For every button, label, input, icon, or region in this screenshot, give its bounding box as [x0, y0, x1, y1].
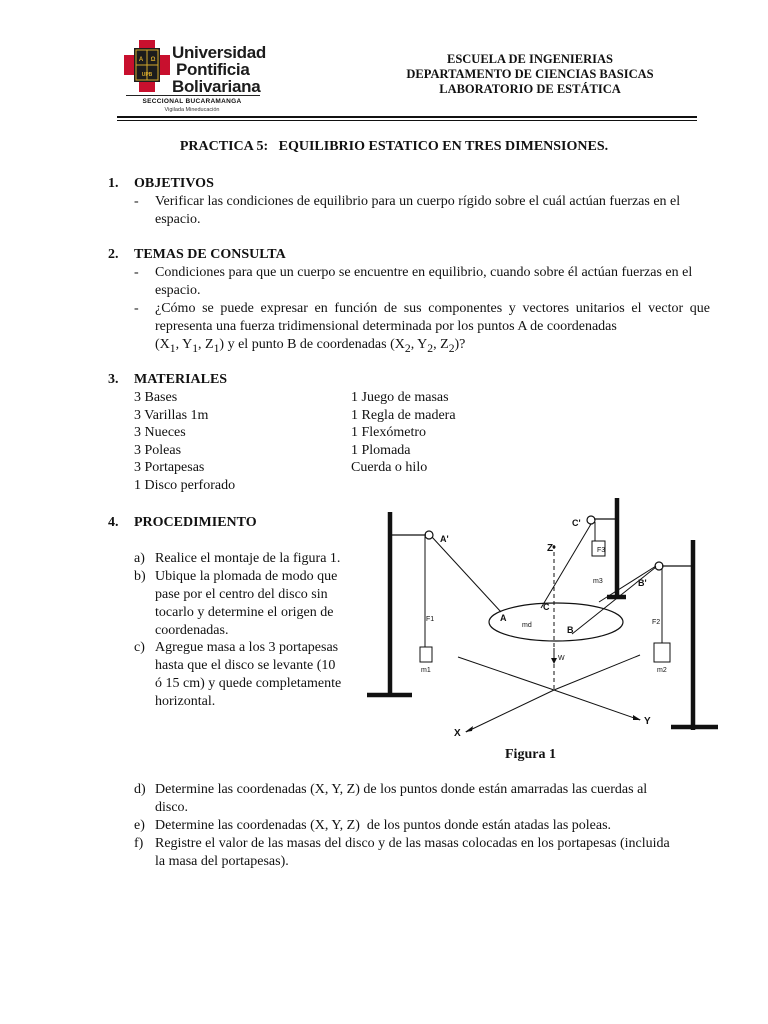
- label-b-prime: B': [638, 578, 647, 588]
- shield-omega: Ω: [150, 57, 156, 63]
- section-number: 2.: [108, 247, 119, 262]
- section-temas-heading: [108, 246, 286, 264]
- label-c-prime: C': [572, 518, 581, 528]
- y-axis-line: [554, 690, 640, 720]
- material-item: Cuerda o hilo: [351, 460, 428, 475]
- logo-vigilada: Vigilada Mineducación: [164, 107, 220, 113]
- step-marker: d): [134, 782, 146, 797]
- label-m3: m3: [593, 578, 603, 585]
- step-text: Determine las coordenadas (X, Y, Z) de los puntos donde están amarradas las cuerdas al disco.: [155, 782, 648, 815]
- step-marker: c): [134, 640, 145, 655]
- university-name-line2: Pontificia: [176, 60, 250, 79]
- step-text: Determine las coordenadas (X, Y, Z) de los puntos donde están atadas las poleas.: [155, 818, 612, 833]
- bullet-marker: -: [134, 194, 139, 209]
- material-item: 1 Flexómetro: [351, 425, 427, 440]
- section-title: PROCEDIMIENTO: [134, 515, 257, 530]
- document-header: [380, 52, 680, 97]
- material-item: 1 Juego de masas: [351, 390, 449, 405]
- label-m2: m2: [657, 667, 667, 674]
- y-axis-arrowhead: [633, 715, 641, 720]
- label-x-axis: X: [454, 728, 461, 739]
- step-marker: e): [134, 818, 145, 833]
- materiales-column-2: [351, 389, 456, 477]
- section-title: MATERIALES: [134, 372, 228, 387]
- logo-divider: [126, 95, 260, 96]
- section-procedimiento-heading: [108, 514, 257, 532]
- logo-seccional: SECCIONAL BUCARAMANGA: [142, 98, 242, 105]
- page-title: PRACTICA 5: EQUILIBRIO ESTATICO EN TRES DIMENSIONES.: [179, 139, 609, 154]
- bullet-marker: -: [134, 301, 139, 316]
- section-materiales-heading: [108, 371, 227, 389]
- header-rule-thin: [117, 120, 697, 121]
- bullet-text: Verificar las condiciones de equilibrio para un cuerpo rígido sobre el cuál actúan fuerzas en el espacio.: [155, 194, 681, 227]
- bullet-marker: -: [134, 265, 139, 280]
- mass-m1: [420, 647, 432, 662]
- x-axis-line: [466, 690, 554, 732]
- material-item: 3 Portapesas: [134, 460, 205, 475]
- section-number: 3.: [108, 372, 119, 387]
- disc: [489, 603, 623, 641]
- x-axis-arrowhead: [465, 726, 473, 732]
- section-title: TEMAS DE CONSULTA: [134, 247, 286, 262]
- mass-m2: [654, 643, 670, 662]
- label-f1: F1: [426, 616, 435, 623]
- label-a-prime: A': [440, 534, 449, 544]
- step-text: Ubique la plomada de modo que pase por el centro del disco sin tocarlo y determine el origen de coordenadas.: [155, 569, 338, 638]
- header-rule-thick: [117, 116, 697, 118]
- temas-coordinates-line: ($X_1$, $Y_1$, $Z_1$) y el punto B de coordenadas ($X_2$, $Y_2$, $Z_2$)?: [155, 337, 466, 355]
- material-item: 3 Varillas 1m: [134, 407, 209, 423]
- university-name-line3: Bolivariana: [172, 77, 261, 96]
- university-name: [172, 44, 266, 95]
- label-f3: F3: [597, 547, 606, 554]
- bullet-text: Condiciones para que un cuerpo se encuentre en equilibrio, cuando sobre él actúan fuerzas en el espacio.: [155, 265, 693, 298]
- label-z-axis: Z: [547, 543, 554, 554]
- bullet-text: ¿Cómo se puede expresar en función de sus componentes y vectores unitarios el vector que representa una fuerza tridimensional determinada por los puntos A de coordenadas: [155, 301, 710, 334]
- shield-upb: UPB: [141, 72, 153, 78]
- materiales-column-1: [134, 389, 235, 494]
- section-objetivos-heading: [108, 175, 214, 193]
- material-item: 1 Disco perforado: [134, 477, 236, 493]
- material-item: 1 Regla de madera: [351, 407, 456, 423]
- label-w: W: [558, 655, 565, 662]
- label-y-axis: Y: [644, 716, 651, 727]
- step-marker: f): [134, 836, 144, 851]
- step-marker: a): [134, 551, 145, 566]
- label-b: B: [567, 625, 574, 635]
- section-number: 1.: [108, 176, 119, 191]
- shield-alpha: A: [138, 57, 144, 63]
- university-logo: [122, 38, 267, 118]
- header-school: ESCUELA DE INGENIERIAS: [446, 52, 614, 66]
- figure-caption: Figura 1: [505, 747, 556, 762]
- label-c: C: [543, 602, 550, 612]
- material-item: 1 Plomada: [351, 442, 411, 458]
- label-a: A: [500, 613, 507, 623]
- step-text: Realice el montaje de la figura 1.: [155, 551, 341, 566]
- header-department: DEPARTAMENTO DE CIENCIAS BASICAS: [406, 67, 654, 81]
- pulley-back: [587, 516, 595, 524]
- section-number: 4.: [108, 515, 119, 530]
- label-md: md: [522, 622, 532, 629]
- pulley-left: [425, 531, 433, 539]
- section-title: OBJETIVOS: [134, 176, 214, 191]
- step-text: Agregue masa a los 3 portapesas hasta que el disco se levante (10 ó 15 cm) y quede completamente horizontal.: [155, 640, 342, 709]
- figure-1-diagram: [355, 494, 730, 744]
- material-item: 3 Nueces: [134, 425, 186, 440]
- weight-arrowhead: [551, 658, 557, 664]
- step-marker: b): [134, 569, 146, 584]
- label-f2: F2: [652, 619, 661, 626]
- step-text: Registre el valor de las masas del disco y de las masas colocadas en los portapesas (incluida la masa del portapesas).: [155, 836, 670, 869]
- label-m1: m1: [421, 667, 431, 674]
- header-lab: LABORATORIO DE ESTÁTICA: [439, 82, 621, 96]
- material-item: 3 Poleas: [134, 442, 182, 458]
- university-name-line1: Universidad: [172, 43, 267, 62]
- material-item: 3 Bases: [134, 390, 178, 405]
- university-shield-icon: [124, 40, 170, 92]
